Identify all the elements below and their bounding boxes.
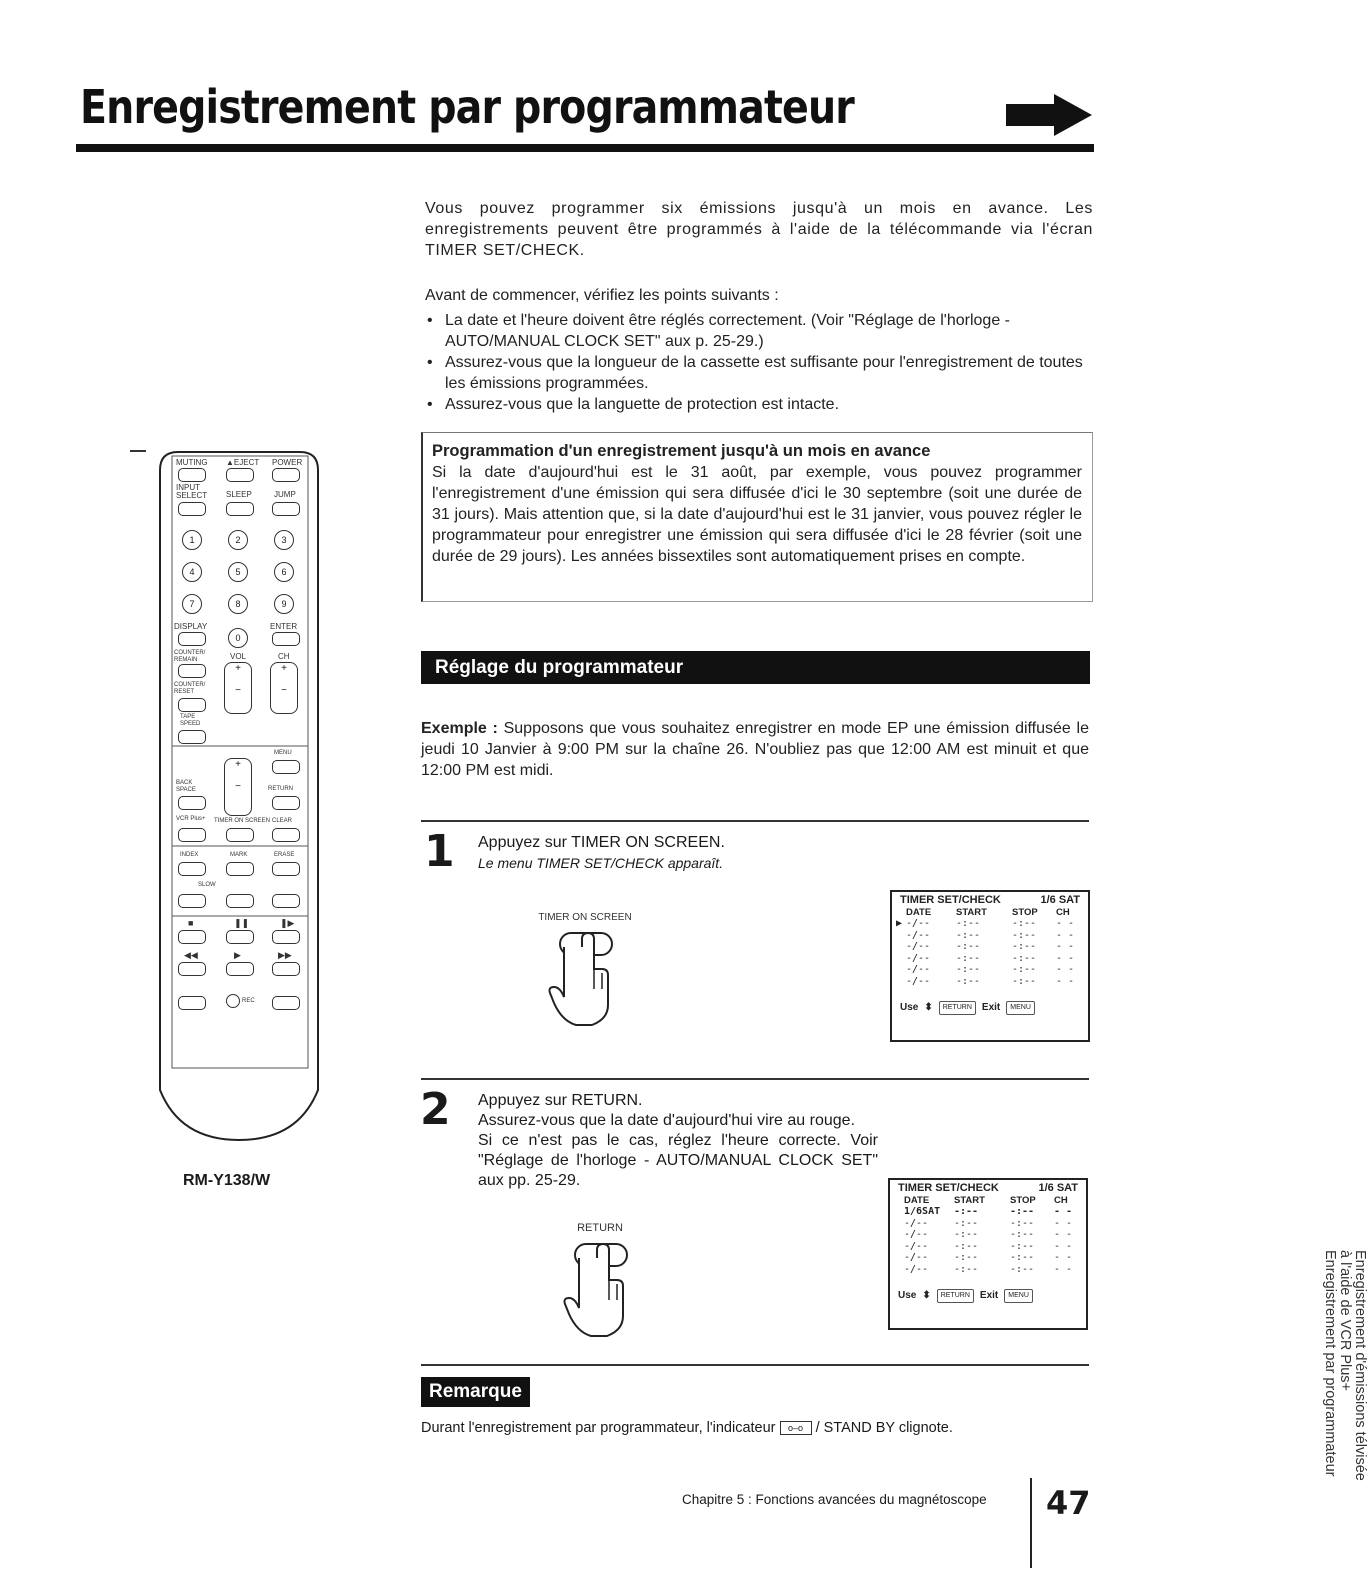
play-button[interactable] — [226, 962, 254, 976]
table-row: -/-- -:-- -:-- - - — [904, 1252, 1073, 1263]
table-row: 1/6SAT -:-- -:-- - - — [904, 1206, 1073, 1217]
rec-left-button[interactable] — [178, 996, 206, 1010]
osd-use-label: Use — [898, 1290, 917, 1301]
remote-label-slow: SLOW — [198, 882, 216, 888]
table-row: -/-- -:-- -:-- - - — [904, 1217, 1073, 1229]
remote-label-timer-on-screen: TIMER ON SCREEN — [214, 818, 271, 824]
table-row: -/-- -:-- -:-- - - — [906, 952, 1075, 964]
remote-control-illustration — [158, 450, 320, 1148]
arrow-right-icon — [1004, 92, 1094, 143]
remote-label-sleep: SLEEP — [226, 490, 252, 499]
timer-on-screen-button[interactable] — [226, 828, 254, 842]
pressing-hand-icon — [545, 1234, 655, 1344]
table-row: -/-- -:-- -:-- - - — [904, 1229, 1073, 1240]
power-button[interactable] — [272, 468, 300, 482]
remark-heading: Remarque — [421, 1377, 530, 1407]
step-2-text — [478, 1091, 1090, 1191]
side-tab-line: Enregistrement par programmateur — [1322, 1250, 1338, 1477]
table-row: -/-- -:-- -:-- - - — [904, 1263, 1073, 1275]
clear-button[interactable] — [272, 828, 300, 842]
step-divider — [421, 1078, 1089, 1080]
button-label: TIMER ON SCREEN — [538, 912, 632, 923]
osd-col-date: DATE — [906, 906, 932, 918]
section-heading: Réglage du programmateur — [421, 651, 1090, 684]
fast-forward-button[interactable] — [272, 962, 300, 976]
play-icon: ▶ — [234, 950, 241, 960]
remote-label-clear: CLEAR — [272, 818, 293, 824]
checklist-lead: Avant de commencer, vérifiez les points suivants : — [425, 287, 779, 304]
footer-divider — [1030, 1478, 1032, 1568]
table-row: -/-- -:-- -:-- - - — [906, 975, 1075, 987]
remote-label-back-space: BACK SPACE — [176, 780, 196, 793]
remark-text-after: / STAND BY clignote. — [815, 1420, 953, 1436]
remote-label-mark: MARK — [230, 852, 248, 858]
stop-icon: ■ — [188, 918, 194, 928]
timer-set-check-screen-2 — [888, 1178, 1088, 1330]
tape-speed-button[interactable] — [178, 730, 206, 744]
remote-label-input: INPUT SELECT — [176, 483, 208, 500]
step-1-line: Appuyez sur TIMER ON SCREEN. — [478, 834, 725, 851]
example-text: Supposons que vous souhaitez enregistrer en mode EP une émission diffusée le jeudi 10 Janvier à 9:00 PM sur la chaîne 26. N'oubliez pas que 12:00 AM est minuit et que 12:00 PM est midi. — [421, 720, 1090, 779]
volume-rocker[interactable]: + − — [224, 662, 252, 714]
input-select-button[interactable] — [178, 502, 206, 516]
osd-exit-label: Exit — [981, 1002, 1001, 1013]
rewind-icon: ◀◀ — [184, 950, 198, 960]
remark-text-before: Durant l'enregistrement par programmateur, l'indicateur — [421, 1420, 776, 1436]
channel-rocker[interactable]: + − — [270, 662, 298, 714]
up-down-arrow-icon: ⬍ — [924, 1002, 933, 1013]
slow-plus-button[interactable] — [226, 894, 254, 908]
return-key-icon: RETURN — [937, 1289, 974, 1303]
remote-label-ch: CH — [278, 652, 290, 661]
table-row: -/-- -:-- -:-- - - — [904, 1240, 1073, 1252]
osd-col-stop: STOP — [1010, 1194, 1036, 1206]
remote-label-power: POWER — [272, 458, 303, 467]
digit-8-button[interactable]: 8 — [228, 594, 248, 614]
jump-button[interactable] — [272, 502, 300, 516]
rec-right-button[interactable] — [272, 996, 300, 1010]
table-row: -/-- -:-- -:-- - - — [906, 929, 1075, 941]
step-2-line: Assurez-vous que la date d'aujourd'hui vire au rouge. — [478, 1112, 856, 1129]
remote-label-erase: ERASE — [274, 852, 295, 858]
remote-label-display: DISPLAY — [174, 622, 208, 631]
button-label: RETURN — [577, 1222, 623, 1234]
rec-button[interactable] — [226, 994, 240, 1008]
timer-set-check-screen-1 — [890, 890, 1090, 1042]
digit-7-button[interactable]: 7 — [182, 594, 202, 614]
table-row: -/-- -:-- -:-- - - — [906, 964, 1075, 975]
remote-label-rec: REC — [242, 998, 255, 1004]
remote-label-enter: ENTER — [270, 622, 298, 631]
stop-button[interactable] — [178, 930, 206, 944]
step-number: 1 — [424, 826, 455, 877]
osd-col-stop: STOP — [1012, 906, 1038, 918]
digit-2-button[interactable]: 2 — [228, 530, 248, 550]
up-down-arrow-icon: ⬍ — [922, 1290, 931, 1301]
cassette-icon: o‒o — [780, 1421, 812, 1435]
remote-label-menu: MENU — [274, 750, 292, 756]
example-label: Exemple : — [421, 720, 498, 737]
osd-col-ch: CH — [1054, 1194, 1068, 1206]
step-number: 2 — [420, 1084, 451, 1135]
counter-remain-button[interactable] — [178, 664, 206, 678]
remark-text — [421, 1420, 953, 1436]
title-underline — [76, 144, 1094, 152]
page-title: Enregistrement par programmateur — [80, 80, 854, 134]
remote-label-tape-speed: TAPE SPEED — [180, 714, 201, 727]
example-paragraph — [421, 718, 1089, 781]
step-1-text — [478, 833, 725, 873]
remark-divider — [421, 1364, 1089, 1366]
mark-button[interactable] — [226, 862, 254, 876]
digit-0-button[interactable]: 0 — [228, 628, 248, 648]
remote-model-label: RM-Y138/W — [183, 1172, 271, 1189]
pause-icon: ❚❚ — [234, 918, 250, 928]
osd-page: 1/6 SAT — [1040, 894, 1080, 906]
list-item: • Assurez-vous que la languette de protection est intacte. — [425, 394, 1093, 415]
osd-col-ch: CH — [1056, 906, 1070, 918]
osd-col-start: START — [956, 906, 987, 918]
osd-title: TIMER SET/CHECK — [900, 894, 1001, 906]
side-tab-line: à l'aide de VCR Plus+ — [1337, 1250, 1353, 1391]
page-number: 47 — [1046, 1484, 1091, 1522]
menu-key-icon: MENU — [1006, 1001, 1035, 1015]
remote-label-vol: VOL — [230, 652, 247, 661]
frame-advance-icon: ❚▶ — [280, 918, 295, 928]
display-button[interactable] — [178, 632, 206, 646]
remote-label-jump: JUMP — [274, 490, 296, 499]
rewind-button[interactable] — [178, 962, 206, 976]
osd-exit-label: Exit — [979, 1290, 999, 1301]
menu-key-icon: MENU — [1004, 1289, 1033, 1303]
timer-on-screen-illustration — [530, 912, 640, 1038]
list-item: • La date et l'heure doivent être réglés correctement. (Voir "Réglage de l'horloge - AUTO/MANUAL CLOCK SET" aux p. 25-29.) — [425, 310, 1093, 352]
remote-label-index: INDEX — [180, 852, 199, 858]
table-row: -/-- -:-- -:-- - - — [906, 941, 1075, 952]
osd-title: TIMER SET/CHECK — [898, 1182, 999, 1194]
checklist — [425, 285, 1093, 415]
chapter-footer: Chapitre 5 : Fonctions avancées du magnétoscope — [682, 1492, 987, 1507]
erase-button[interactable] — [272, 862, 300, 876]
navigation-rocker[interactable]: + − — [224, 758, 252, 816]
step-1-italic: Le menu TIMER SET/CHECK apparaît. — [478, 855, 724, 871]
pressing-hand-icon — [530, 923, 640, 1033]
side-chapter-tab — [1127, 1250, 1367, 1481]
cursor-triangle-icon: ▶ — [896, 918, 903, 929]
dash-mark — [130, 450, 136, 452]
checklist-items — [425, 310, 1093, 415]
remote-label-counter-remain: COUNTER/ REMAIN — [174, 650, 206, 663]
step-divider — [421, 820, 1089, 822]
osd-page: 1/6 SAT — [1038, 1182, 1078, 1194]
pause-button[interactable] — [226, 930, 254, 944]
remote-label-return: RETURN — [268, 786, 293, 792]
index-button[interactable] — [178, 862, 206, 876]
osd-col-start: START — [954, 1194, 985, 1206]
remote-label-muting: MUTING — [176, 458, 208, 467]
osd-col-date: DATE — [904, 1194, 930, 1206]
frame-advance-button[interactable] — [272, 930, 300, 944]
info-box — [421, 432, 1093, 602]
digit-1-button[interactable]: 1 — [182, 530, 202, 550]
slow-minus-button[interactable] — [178, 894, 206, 908]
step-2-line: Si ce n'est pas le cas, réglez l'heure correcte. Voir "Réglage de l'horloge - AUTO/MANUAL CLOCK SET" aux pp. 25-29. — [478, 1132, 878, 1189]
return-button-illustration — [545, 1222, 655, 1349]
remote-label-vcr-plus: VCR Plus+ — [176, 816, 206, 822]
list-item: • Assurez-vous que la longueur de la cassette est suffisante pour l'enregistrement de toutes les émissions programmées. — [425, 352, 1093, 394]
back-space-button[interactable] — [178, 796, 206, 810]
slow-button[interactable] — [272, 894, 300, 908]
muting-button[interactable] — [178, 468, 206, 482]
info-box-text: Si la date d'aujourd'hui est le 31 août, par exemple, vous pouvez programmer l'enregistrement d'une émission qui sera diffusée d'ici le 30 septembre (soit une durée de 31 jours). Mais attention que, si la date d'aujourd'hui est le 31 janvier, vous pouvez régler le programmateur pour enregistrer une émission qui sera diffusée d'ici le 28 février (soit une durée de 29 jours). Les années bissextiles sont automatiquement prises en compte. — [432, 464, 1082, 565]
digit-3-button[interactable]: 3 — [274, 530, 294, 550]
counter-reset-button[interactable] — [178, 698, 206, 712]
digit-9-button[interactable]: 9 — [274, 594, 294, 614]
osd-use-label: Use — [900, 1002, 919, 1013]
intro-paragraph: Vous pouvez programmer six émissions jusqu'à un mois en avance. Les enregistrements peuvent être programmés à l'aide de la télécommande via l'écran TIMER SET/CHECK. — [425, 200, 1093, 259]
digit-6-button[interactable]: 6 — [274, 562, 294, 582]
side-tab-line: Enregistrement d'émissions télvisée — [1352, 1250, 1368, 1481]
return-button[interactable] — [272, 796, 300, 810]
table-row: ▶ -/-- -:-- -:-- - - — [896, 918, 1075, 929]
digit-5-button[interactable]: 5 — [228, 562, 248, 582]
remote-label-eject: ▲EJECT — [226, 458, 260, 467]
remote-label-counter-reset: COUNTER/ RESET — [174, 682, 206, 695]
digit-4-button[interactable]: 4 — [182, 562, 202, 582]
menu-button[interactable] — [272, 760, 300, 774]
vcr-plus-button[interactable] — [178, 828, 206, 842]
fast-forward-icon: ▶▶ — [278, 950, 292, 960]
step-2-line: Appuyez sur RETURN. — [478, 1092, 643, 1109]
enter-button[interactable] — [272, 632, 300, 646]
info-box-title: Programmation d'un enregistrement jusqu'à un mois en avance — [432, 442, 931, 460]
sleep-button[interactable] — [226, 502, 254, 516]
eject-button[interactable] — [226, 468, 254, 482]
return-key-icon: RETURN — [939, 1001, 976, 1015]
